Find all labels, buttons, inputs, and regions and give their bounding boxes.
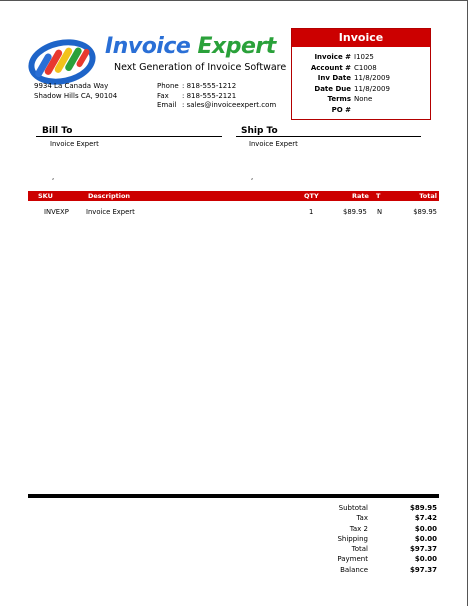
fax-row (157, 92, 276, 102)
col-rate: Rate (352, 192, 369, 200)
balance-value: $97.37 (409, 565, 437, 574)
balance-label: Balance (340, 565, 368, 574)
items-table-header (28, 191, 439, 201)
invoice-number-value: I1025 (354, 53, 374, 62)
terms-label: Terms (327, 95, 351, 104)
shipping-value: $0.00 (414, 534, 437, 543)
invoice-title: Invoice (292, 29, 430, 47)
totals-labels (300, 503, 368, 575)
phone-label: Phone (157, 82, 179, 90)
total-value: $97.37 (409, 545, 437, 554)
totals-divider (28, 494, 439, 498)
totals-values (380, 503, 437, 575)
total-label: Total (351, 545, 368, 554)
item-qty: 1 (309, 208, 314, 216)
tax2-value: $0.00 (414, 524, 437, 533)
col-qty: QTY (304, 192, 319, 200)
invoice-field-row (292, 52, 390, 63)
tax-value: $7.42 (414, 514, 437, 523)
item-total: $89.95 (413, 208, 437, 216)
payment-value: $0.00 (414, 555, 437, 564)
col-total: Total (419, 192, 437, 200)
invoice-info-box (291, 28, 431, 120)
email-row (157, 101, 276, 111)
fax-value: : 818-555-2121 (182, 91, 237, 100)
item-tax: N (377, 208, 383, 216)
table-row (28, 207, 439, 217)
invoice-field-row (292, 105, 390, 116)
bill-to-name: Invoice Expert (50, 140, 99, 148)
phone-row (157, 82, 276, 92)
item-description: Invoice Expert (86, 208, 135, 216)
bill-to-underline (36, 136, 222, 137)
subtotal-label: Subtotal (338, 504, 368, 512)
item-sku: INVEXP (44, 208, 69, 216)
company-address (34, 82, 117, 101)
shipping-label: Shipping (337, 534, 368, 543)
col-tax: T (376, 192, 381, 200)
brand-name (105, 34, 276, 59)
invoice-date-label: Inv Date (317, 74, 351, 83)
ship-to-name: Invoice Expert (249, 140, 298, 148)
phone-value: : 818-555-1212 (182, 82, 237, 90)
bill-to-heading: Bill To (42, 126, 73, 136)
address-line-2: Shadow Hills CA, 90104 (34, 91, 118, 100)
invoice-field-row (292, 84, 390, 95)
invoice-number-label: Invoice # (314, 53, 351, 62)
email-value: : sales@invoiceexpert.com (182, 101, 277, 109)
fax-label: Fax (157, 91, 169, 100)
invoice-fields (292, 52, 390, 115)
po-number-value (354, 105, 390, 116)
date-due-label: Date Due (314, 84, 351, 93)
invoice-field-row (292, 73, 390, 84)
ship-to-heading: Ship To (241, 126, 278, 136)
date-due-value: 11/8/2009 (354, 84, 390, 93)
invoice-date-value: 11/8/2009 (354, 74, 390, 83)
tax2-label: Tax 2 (349, 524, 368, 533)
po-number-label: PO # (331, 105, 351, 114)
ship-to-underline (236, 136, 421, 137)
invoice-field-row (292, 94, 390, 105)
address-line-1: 9934 La Canada Way (34, 82, 109, 90)
account-number-value: C1008 (354, 63, 377, 72)
invoice-field-row (292, 63, 390, 74)
col-sku: SKU (38, 192, 53, 200)
brand-name-part2: Expert (197, 34, 276, 59)
brand-tagline: Next Generation of Invoice Software (114, 62, 287, 73)
tax-label: Tax (356, 514, 368, 523)
ship-to-city-line: , (251, 173, 254, 181)
company-contact (157, 82, 276, 111)
terms-value: None (354, 95, 373, 104)
item-rate: $89.95 (343, 208, 367, 216)
col-description: Description (88, 192, 131, 200)
page-top-border (0, 0, 468, 1)
payment-label: Payment (337, 555, 368, 564)
email-label: Email (157, 101, 177, 109)
bill-to-city-line: , (52, 173, 55, 181)
subtotal-value: $89.95 (409, 504, 437, 512)
account-number-label: Account # (310, 63, 351, 72)
brand-name-part1: Invoice (105, 34, 191, 59)
